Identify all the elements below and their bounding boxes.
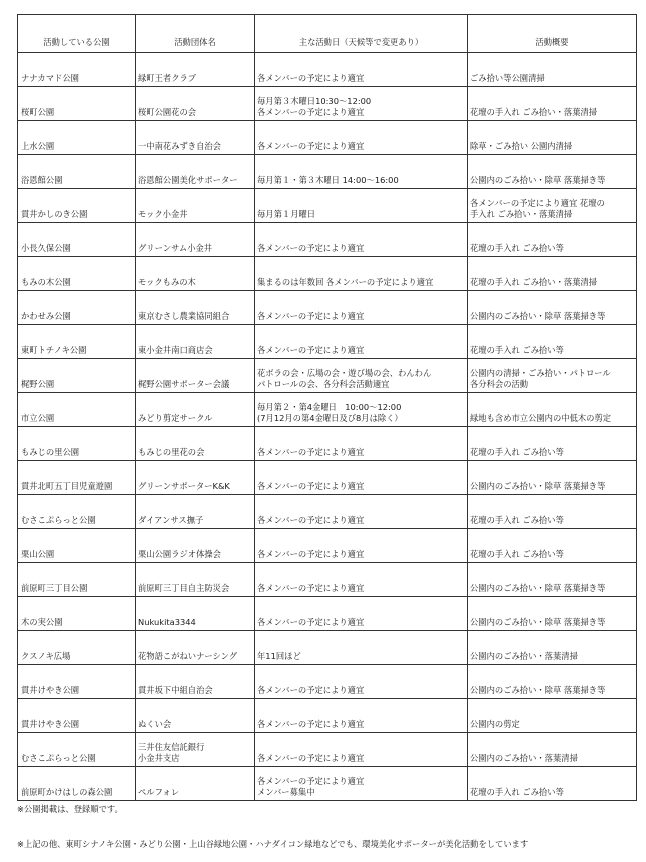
cell-summary — [468, 53, 637, 87]
cell-days — [255, 699, 468, 733]
table-row — [18, 359, 637, 393]
cell-days-line: 各メンバーの予定により適宜 — [257, 243, 365, 253]
cell-group — [136, 665, 255, 699]
cell-park: 前原町かけはしの森公園 — [18, 767, 136, 801]
cell-park: 貫井けやき公園 — [18, 665, 136, 699]
cell-days — [255, 563, 468, 597]
cell-summary — [468, 631, 637, 665]
cell-group-line: 前原町三丁目自主防災会 — [138, 583, 230, 593]
cell-park: 市立公園 — [18, 393, 136, 427]
header-park: 活動している公園 — [18, 15, 136, 53]
cell-park: 梶野公園 — [18, 359, 136, 393]
table-row — [18, 767, 637, 801]
table-row — [18, 631, 637, 665]
cell-park: かわせみ公園 — [18, 291, 136, 325]
cell-days — [255, 427, 468, 461]
cell-summary — [468, 461, 637, 495]
cell-group — [136, 631, 255, 665]
cell-group-line: ペルフォレ — [138, 787, 180, 797]
cell-days-line: 各メンバーの予定により適宜 — [257, 549, 365, 559]
cell-summary-line: 各メンバーの予定により適宜 花壇の — [470, 198, 605, 208]
cell-summary-line: 花壇の手入れ ごみ拾い等 — [470, 345, 564, 355]
cell-days-line: 各メンバーの予定により適宜 — [257, 107, 365, 117]
cell-park: 貫井けやき公園 — [18, 699, 136, 733]
cell-park: クスノキ広場 — [18, 631, 136, 665]
cell-group — [136, 189, 255, 223]
cell-days-line: 各メンバーの予定により適宜 — [257, 617, 365, 627]
cell-summary — [468, 733, 637, 767]
table-row — [18, 427, 637, 461]
cell-summary-line: 花壇の手入れ ごみ拾い等 — [470, 515, 564, 525]
cell-days — [255, 495, 468, 529]
cell-summary — [468, 665, 637, 699]
cell-group — [136, 733, 255, 767]
cell-summary-line: 公園内の清掃・ごみ拾い・パトロール — [470, 368, 611, 378]
table-row — [18, 121, 637, 155]
cell-group — [136, 121, 255, 155]
cell-group — [136, 461, 255, 495]
cell-summary-line: 公園内のごみ拾い・除草 落葉掃き等 — [470, 311, 606, 321]
cell-days-line: 各メンバーの予定により適宜 — [257, 776, 365, 786]
cell-group-line: グリーンサポーターK&K — [138, 481, 230, 491]
cell-days — [255, 631, 468, 665]
cell-days — [255, 121, 468, 155]
cell-group — [136, 53, 255, 87]
cell-days-line: 各メンバーの予定により適宜 — [257, 685, 365, 695]
cell-summary-line: 花壇の手入れ ごみ拾い等 — [470, 549, 564, 559]
cell-summary-line: 緑地も含め市立公園内の中低木の剪定 — [470, 413, 612, 423]
cell-summary-line: 花壇の手入れ ごみ拾い・落葉清掃 — [470, 277, 598, 287]
cell-summary-line: 花壇の手入れ ごみ拾い等 — [470, 447, 564, 457]
cell-summary — [468, 257, 637, 291]
table-row — [18, 699, 637, 733]
footnotes — [17, 804, 642, 850]
cell-summary — [468, 699, 637, 733]
cell-summary-line: 花壇の手入れ ごみ拾い等 — [470, 243, 564, 253]
cell-summary — [468, 393, 637, 427]
cell-park: むさこぷらっと公園 — [18, 495, 136, 529]
cell-days-line: 毎月第２・第4金曜日 10:00～12:00 — [257, 402, 402, 412]
cell-park: もみじの里公園 — [18, 427, 136, 461]
cell-days-line: 毎月第１・第３木曜日 14:00～16:00 — [257, 175, 399, 185]
table-row — [18, 53, 637, 87]
header-days: 主な活動日（天候等で変更あり） — [255, 15, 468, 53]
cell-group-line: 浴恩館公園美化サポーター — [138, 175, 238, 185]
cell-days — [255, 325, 468, 359]
cell-summary — [468, 427, 637, 461]
cell-summary — [468, 223, 637, 257]
table-row — [18, 325, 637, 359]
cell-group — [136, 427, 255, 461]
cell-summary — [468, 767, 637, 801]
cell-days — [255, 733, 468, 767]
cell-days — [255, 189, 468, 223]
cell-days — [255, 529, 468, 563]
cell-group-line: 桜町公園花の会 — [138, 107, 197, 117]
cell-group — [136, 529, 255, 563]
cell-group-line: 栗山公園ラジオ体操会 — [138, 549, 221, 559]
cell-summary — [468, 155, 637, 189]
header-summary: 活動概要 — [468, 15, 637, 53]
cell-days-line: 年11回ほど — [257, 651, 301, 661]
cell-group — [136, 563, 255, 597]
cell-park: 栗山公園 — [18, 529, 136, 563]
table-row — [18, 291, 637, 325]
cell-days — [255, 223, 468, 257]
cell-summary-line: ごみ拾い等公園清掃 — [470, 73, 545, 83]
table-row — [18, 665, 637, 699]
cell-summary-line: 公園内のごみ拾い・落葉清掃 — [470, 651, 578, 661]
cell-summary — [468, 291, 637, 325]
cell-days-line: 各メンバーの予定により適宜 — [257, 719, 365, 729]
cell-park: 前原町三丁目公園 — [18, 563, 136, 597]
park-activity-table — [17, 14, 637, 801]
cell-days-line: 花ボラの会・広場の会・遊び場の会、わんわん — [257, 368, 432, 378]
cell-summary-line: 各分科会の活動 — [470, 379, 529, 389]
cell-days-line: 各メンバーの予定により適宜 — [257, 515, 365, 525]
cell-group-line: もみじの里花の会 — [138, 447, 205, 457]
cell-park: 貫井北町五丁目児童遊園 — [18, 461, 136, 495]
cell-days-line: 各メンバーの予定により適宜 — [257, 73, 365, 83]
cell-group-line: 東京むさし農業協同組合 — [138, 311, 230, 321]
cell-park: 浴恩館公園 — [18, 155, 136, 189]
cell-group — [136, 393, 255, 427]
cell-park: ナナカマド公園 — [18, 53, 136, 87]
cell-summary-line: 公園内のごみ拾い・除草 落葉掃き等 — [470, 175, 606, 185]
cell-days-line: 毎月第３木曜日10:30～12:00 — [257, 96, 372, 106]
cell-group-line: ダイアンサス撫子 — [138, 515, 204, 525]
table-row — [18, 393, 637, 427]
footnote-other-parks: ※上記の他、東町シナノキ公園・みどり公園・上山谷緑地公園・ハナダイコン緑地などでも、環境美化サポーターが美化活動をしています — [17, 839, 529, 849]
cell-group-line: 花物語こがねいナーシング — [138, 651, 238, 661]
cell-group — [136, 257, 255, 291]
cell-group-line: 三井住友信託銀行 — [138, 742, 205, 752]
cell-days-line: 各メンバーの予定により適宜 — [257, 345, 365, 355]
cell-days — [255, 767, 468, 801]
cell-group-line: 梶野公園サポーター会議 — [138, 379, 230, 389]
table-row — [18, 563, 637, 597]
cell-park: 上水公園 — [18, 121, 136, 155]
cell-days — [255, 393, 468, 427]
table-row — [18, 597, 637, 631]
cell-group — [136, 699, 255, 733]
cell-group-line: グリーンサム小金井 — [138, 243, 213, 253]
cell-group — [136, 359, 255, 393]
cell-group — [136, 325, 255, 359]
cell-summary-line: 公園内の剪定 — [470, 719, 520, 729]
cell-days-line: 集まるのは年数回 各メンバーの予定により適宜 — [257, 277, 434, 287]
cell-summary — [468, 121, 637, 155]
cell-group — [136, 767, 255, 801]
cell-days — [255, 291, 468, 325]
cell-days — [255, 461, 468, 495]
cell-summary-line: 手入れ ごみ拾い・落葉清掃 — [470, 209, 573, 219]
cell-group-line: Nukukita3344 — [138, 617, 196, 627]
cell-group-line: 東小金井南口商店会 — [138, 345, 213, 355]
cell-group — [136, 291, 255, 325]
table-row — [18, 733, 637, 767]
cell-group — [136, 87, 255, 121]
cell-summary — [468, 563, 637, 597]
cell-group-line: モック小金井 — [138, 209, 188, 219]
cell-summary-line: 公園内のごみ拾い・除草 落葉掃き等 — [470, 685, 606, 695]
cell-park: 木の実公園 — [18, 597, 136, 631]
table-row — [18, 529, 637, 563]
cell-summary-line: 公園内のごみ拾い・除草 落葉掃き等 — [470, 583, 606, 593]
cell-group — [136, 223, 255, 257]
cell-group-line: 緑町王者クラブ — [138, 73, 197, 83]
cell-days-line: 各メンバーの予定により適宜 — [257, 583, 365, 593]
cell-group — [136, 155, 255, 189]
footnote-order: ※公園掲載は、登録順です。 — [17, 804, 123, 814]
cell-park: 桜町公園 — [18, 87, 136, 121]
cell-days-line: 各メンバーの予定により適宜 — [257, 311, 365, 321]
cell-summary — [468, 597, 637, 631]
cell-summary — [468, 529, 637, 563]
cell-summary — [468, 359, 637, 393]
cell-group-line: 小金井支店 — [138, 753, 180, 763]
cell-days-line: パトロールの会、各分科会活動適宜 — [257, 379, 390, 389]
cell-days — [255, 597, 468, 631]
cell-summary — [468, 87, 637, 121]
cell-days-line: 各メンバーの予定により適宜 — [257, 481, 365, 491]
table-row — [18, 257, 637, 291]
cell-days — [255, 359, 468, 393]
table-row — [18, 87, 637, 121]
cell-park: 東町トチノキ公園 — [18, 325, 136, 359]
cell-days — [255, 53, 468, 87]
cell-days-line: 各メンバーの予定により適宜 — [257, 447, 365, 457]
cell-days — [255, 87, 468, 121]
cell-summary-line: 公園内のごみ拾い・除草 落葉掃き等 — [470, 481, 606, 491]
cell-park: 貫井かしのき公園 — [18, 189, 136, 223]
cell-days-line: 各メンバーの予定により適宜 — [257, 753, 365, 763]
cell-days-line: (7月12月の第4金曜日及び8月は除く） — [257, 413, 403, 423]
cell-summary — [468, 325, 637, 359]
table-row — [18, 223, 637, 257]
table-body — [18, 53, 637, 801]
cell-days — [255, 257, 468, 291]
cell-group — [136, 495, 255, 529]
cell-days — [255, 155, 468, 189]
table-row — [18, 189, 637, 223]
cell-park: もみの木公園 — [18, 257, 136, 291]
cell-summary — [468, 495, 637, 529]
cell-summary-line: 花壇の手入れ ごみ拾い・落葉清掃 — [470, 107, 598, 117]
table-row — [18, 155, 637, 189]
cell-summary-line: 除草・ごみ拾い 公園内清掃 — [470, 141, 573, 151]
cell-days-line: メンバー募集中 — [257, 787, 315, 797]
cell-summary-line: 花壇の手入れ ごみ拾い等 — [470, 787, 564, 797]
cell-summary — [468, 189, 637, 223]
cell-summary-line: 公園内のごみ拾い・除草 落葉掃き等 — [470, 617, 606, 627]
cell-summary-line: 公園内のごみ拾い・落葉清掃 — [470, 753, 578, 763]
table-row — [18, 461, 637, 495]
cell-days-line: 各メンバーの予定により適宜 — [257, 141, 365, 151]
cell-days-line: 毎月第１月曜日 — [257, 209, 316, 219]
cell-group-line: みどり剪定サークル — [138, 413, 213, 423]
cell-park: 小長久保公園 — [18, 223, 136, 257]
cell-park: むさこぷらっと公園 — [18, 733, 136, 767]
cell-group-line: ぬくい会 — [138, 719, 172, 729]
cell-group — [136, 597, 255, 631]
cell-days — [255, 665, 468, 699]
table-header-row — [18, 15, 637, 53]
cell-group-line: 貫井坂下中組自治会 — [138, 685, 213, 695]
table-row — [18, 495, 637, 529]
cell-group-line: 一中南花みずき自治会 — [138, 141, 221, 151]
header-group: 活動団体名 — [136, 15, 255, 53]
cell-group-line: モックもみの木 — [138, 277, 196, 287]
